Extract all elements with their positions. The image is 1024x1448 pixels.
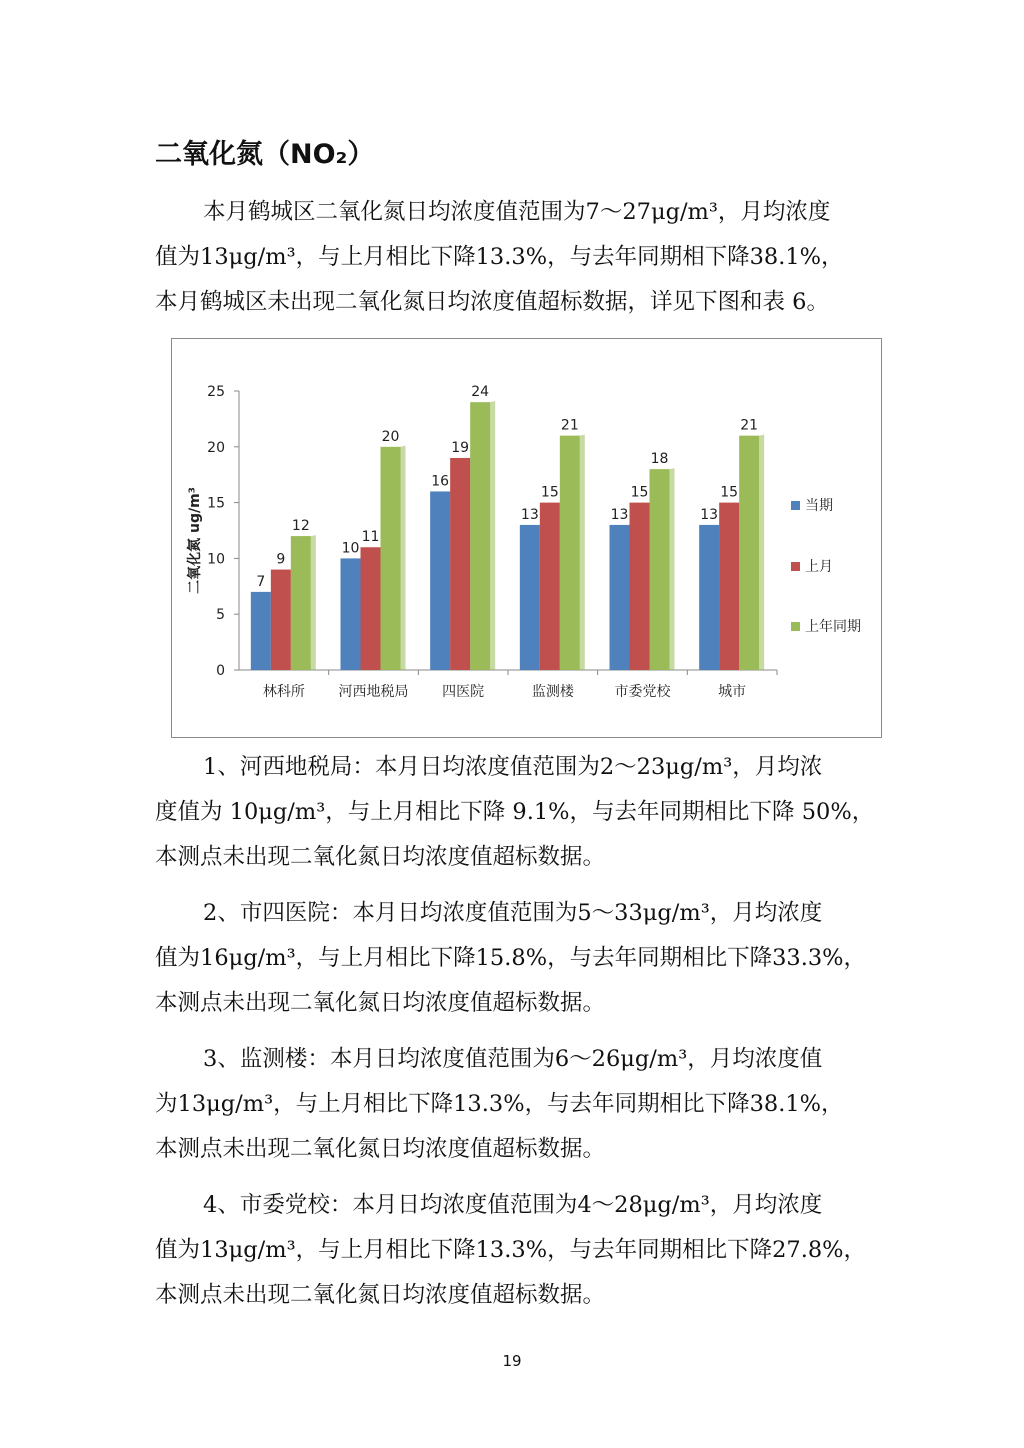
y-tick-label: 0 (216, 663, 225, 679)
data-label: 16 (431, 473, 450, 490)
legend-label: 上年同期 (805, 619, 861, 635)
chart-canvas (172, 339, 883, 739)
data-label: 21 (560, 417, 579, 434)
legend-swatch (791, 501, 800, 510)
bar (470, 402, 490, 670)
data-label: 18 (650, 451, 669, 468)
bar (739, 436, 759, 670)
y-tick-label: 25 (207, 384, 225, 400)
bar (630, 503, 650, 670)
bar-side (580, 435, 585, 670)
x-tick-label: 林科所 (262, 684, 305, 700)
bar (361, 547, 381, 670)
data-label: 13 (520, 506, 539, 523)
bar (341, 558, 361, 670)
paragraph-line: 值为13μg/m³，与上月相比下降13.3%，与去年同期相下降38.1%， (155, 244, 844, 270)
bar-side (670, 468, 675, 670)
paragraph-line: 本测点未出现二氧化氮日均浓度值超标数据。 (155, 990, 606, 1016)
bar (251, 592, 271, 670)
data-label: 20 (381, 428, 400, 445)
data-label: 11 (361, 529, 380, 546)
data-label: 12 (291, 518, 310, 535)
data-label: 21 (740, 417, 759, 434)
y-axis-title: 二氧化氮 ug/m³ (187, 487, 203, 594)
y-tick-label: 20 (207, 439, 225, 456)
paragraph-line: 3、监测楼：本月日均浓度值范围为6～26μg/m³，月均浓度值 (203, 1046, 823, 1072)
x-tick-label: 监测楼 (531, 684, 574, 700)
data-label: 13 (610, 506, 629, 523)
bar-side (401, 446, 406, 670)
data-label: 15 (630, 484, 649, 501)
data-label: 10 (341, 540, 360, 557)
station-paragraph-3 (155, 1037, 890, 1172)
bar (520, 525, 540, 670)
legend-swatch (791, 622, 800, 631)
bar (430, 491, 450, 670)
paragraph-line: 1、河西地税局：本月日均浓度值范围为2～23μg/m³，月均浓 (203, 754, 823, 780)
y-tick-label: 10 (207, 551, 225, 568)
legend-label: 上月 (805, 559, 833, 575)
paragraph-line: 本月鹤城区未出现二氧化氮日均浓度值超标数据，详见下图和表 6。 (155, 289, 829, 315)
paragraph-line: 为13μg/m³，与上月相比下降13.3%，与去年同期相比下降38.1%， (155, 1091, 844, 1117)
paragraph-line: 2、市四医院：本月日均浓度值范围为5～33μg/m³，月均浓度 (203, 900, 823, 926)
bar-side (490, 401, 495, 670)
data-label: 15 (720, 484, 739, 501)
bar (699, 525, 719, 670)
section-heading: 二氧化氮（NO₂） (155, 139, 375, 170)
paragraph-line: 4、市委党校：本月日均浓度值范围为4～28μg/m³，月均浓度 (203, 1192, 823, 1218)
y-tick-label: 15 (207, 495, 225, 512)
bar (450, 458, 470, 670)
bar (540, 503, 560, 670)
data-label: 9 (276, 551, 286, 568)
bar (271, 570, 291, 670)
data-label: 13 (700, 506, 719, 523)
bar (610, 525, 630, 670)
paragraph-line: 值为13μg/m³，与上月相比下降13.3%，与去年同期相比下降27.8%， (155, 1237, 867, 1263)
bar (560, 436, 580, 670)
page-number: 19 (502, 1352, 522, 1370)
legend-swatch (791, 562, 800, 571)
data-label: 15 (540, 484, 559, 501)
x-tick-label: 城市 (718, 684, 747, 700)
bar (381, 447, 401, 670)
y-tick-label: 5 (216, 607, 225, 624)
x-tick-label: 市委党校 (614, 684, 671, 700)
legend-label: 当期 (805, 498, 833, 514)
bar-side (759, 435, 764, 670)
intro-paragraph (155, 190, 890, 325)
x-tick-label: 四医院 (442, 684, 485, 700)
bar-side (311, 535, 316, 670)
x-tick-label: 河西地税局 (338, 684, 409, 700)
no2-bar-chart (171, 338, 882, 738)
paragraph-line: 本月鹤城区二氧化氮日均浓度值范围为7～27μg/m³，月均浓度 (203, 199, 831, 225)
paragraph-line: 本测点未出现二氧化氮日均浓度值超标数据。 (155, 1282, 606, 1308)
bar (291, 536, 311, 670)
bar (650, 469, 670, 670)
data-label: 19 (451, 439, 470, 456)
station-paragraph-2 (155, 891, 890, 1026)
data-label: 7 (256, 573, 266, 590)
station-paragraph-4 (155, 1183, 890, 1318)
data-label: 24 (471, 384, 490, 401)
paragraph-line: 本测点未出现二氧化氮日均浓度值超标数据。 (155, 1136, 606, 1162)
bar (719, 503, 739, 670)
paragraph-line: 度值为 10μg/m³，与上月相比下降 9.1%，与去年同期相比下降 50%， (155, 799, 875, 825)
paragraph-line: 值为16μg/m³，与上月相比下降15.8%，与去年同期相比下降33.3%， (155, 945, 867, 971)
paragraph-line: 本测点未出现二氧化氮日均浓度值超标数据。 (155, 844, 606, 870)
station-paragraph-1 (155, 745, 890, 880)
